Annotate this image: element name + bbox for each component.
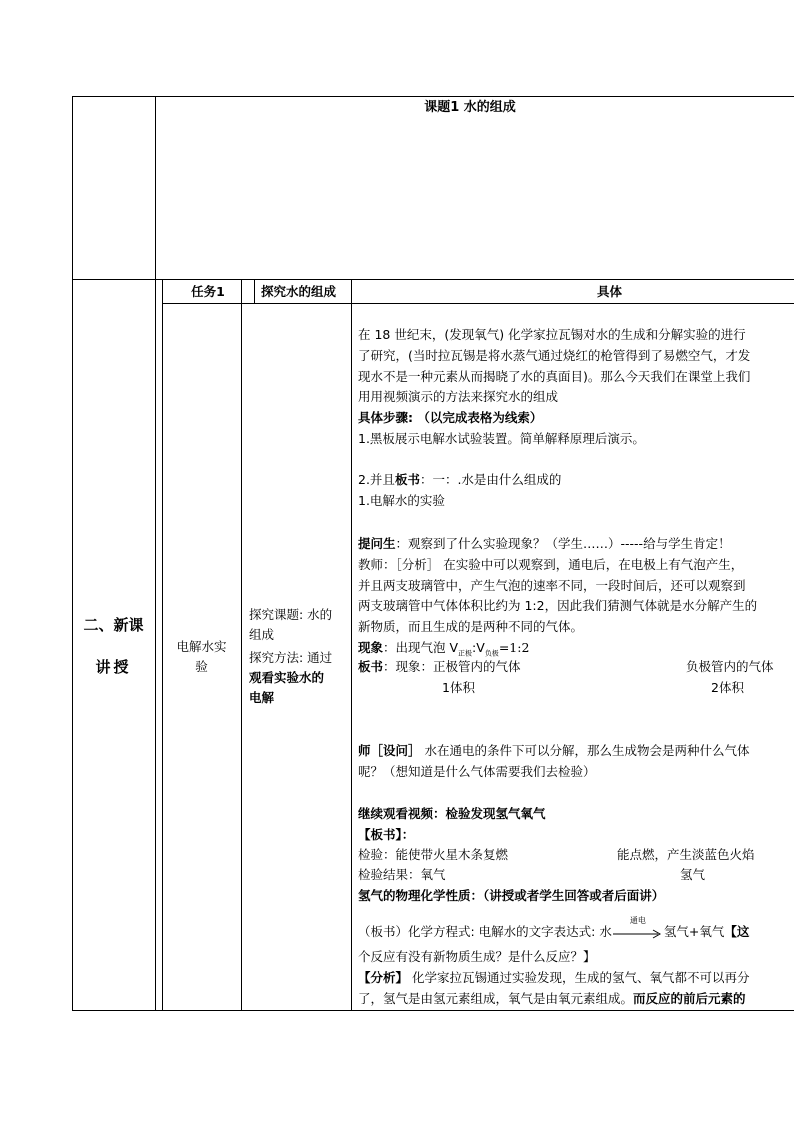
test-right: 能点燃，产生淡蓝色火焰 bbox=[617, 847, 755, 862]
colon-v: :V bbox=[472, 640, 485, 655]
analysis2-line bbox=[358, 968, 750, 988]
experiment-column-border bbox=[241, 279, 242, 1011]
board-line bbox=[358, 657, 521, 677]
step2-rest: ：一：.水是由什么组成的 bbox=[419, 472, 562, 487]
steps-label: 具体步骤: （以完成表格为线索） bbox=[358, 410, 543, 425]
question-line1 bbox=[358, 741, 750, 761]
equation-prefix: （板书）化学方程式: 电解水的文字表达式: 水 bbox=[358, 924, 612, 939]
topic-line1: 探究课题: 水的 bbox=[249, 607, 333, 622]
header-topic: 探究水的组成 bbox=[261, 284, 337, 299]
analysis2-rest: 化学家拉瓦锡通过实验发现，生成的氢气、氧气都不可以再分 bbox=[408, 970, 750, 985]
last-line-bold: 而反应的前后元素的 bbox=[633, 991, 746, 1006]
step2-sub: 1.电解水的实验 bbox=[358, 493, 445, 508]
table-top-border bbox=[72, 96, 794, 97]
last-line bbox=[358, 989, 746, 1009]
intro-line1: 在 18 世纪末，(发现氧气) 化学家拉瓦锡对水的生成和分解实验的进行 bbox=[358, 327, 746, 342]
equation-tail: 【这 bbox=[724, 924, 750, 939]
method-bold-line2: 电解 bbox=[249, 690, 275, 705]
result-right: 氢气 bbox=[680, 867, 706, 882]
volume-2: 2体积 bbox=[711, 680, 744, 695]
experiment-label-line2: 验 bbox=[195, 659, 208, 674]
ask-bold: 提问生 bbox=[358, 536, 396, 551]
section-column-border bbox=[155, 96, 156, 1011]
step2 bbox=[358, 470, 561, 490]
header-task: 任务1 bbox=[191, 284, 225, 299]
table-left-border bbox=[72, 96, 73, 1011]
table-bottom-border bbox=[72, 1010, 794, 1011]
analysis2-bold: 【分析】 bbox=[358, 970, 409, 985]
arrow-label: 通电 bbox=[629, 915, 646, 925]
equation-line bbox=[358, 915, 750, 942]
step2-prefix: 2.并且 bbox=[358, 472, 395, 487]
board-rest: ：现象：正极管内的气体 bbox=[383, 659, 521, 674]
board-right: 负极管内的气体 bbox=[686, 659, 774, 674]
header-detail: 具体 bbox=[597, 284, 623, 299]
volume-1: 1体积 bbox=[442, 680, 475, 695]
phenomenon-bold: 现象 bbox=[358, 640, 384, 655]
method-line1: 探究方法: 通过 bbox=[249, 650, 333, 665]
topic-column-border-upper bbox=[254, 279, 255, 303]
step2-board: 板书 bbox=[394, 472, 420, 487]
phenomenon-rest: ：出现气泡 V bbox=[383, 640, 459, 655]
page-title: 课题1 水的组成 bbox=[424, 100, 516, 115]
section-label-line1: 二、新课 bbox=[83, 616, 144, 634]
question-rest: 水在通电的条件下可以分解，那么生成物会是两种什么气体 bbox=[420, 743, 750, 758]
ask-rest: ：观察到了什么实验现象？（学生……）-----给与学生肯定！ bbox=[395, 536, 731, 551]
board2-label: 【板书】： bbox=[358, 827, 415, 842]
intro-line2: 了研究，(当时拉瓦锡是将水蒸气通过烧红的枪管得到了易燃空气，才发 bbox=[358, 348, 751, 363]
ask-line bbox=[358, 534, 731, 554]
topic-column-border bbox=[351, 279, 352, 1011]
subscript-positive: 正极 bbox=[458, 649, 473, 658]
section-label-line2: 讲授 bbox=[95, 658, 132, 676]
intro-line4: 用用视频演示的方法来探究水的组成 bbox=[358, 389, 559, 404]
video-line: 继续观看视频：检验发现氢气氧气 bbox=[358, 806, 546, 821]
title-row-bottom-border bbox=[72, 279, 794, 280]
header-row-bottom-border bbox=[162, 303, 794, 304]
board-bold: 板书 bbox=[358, 659, 384, 674]
volume-ratio: =1:2 bbox=[498, 640, 530, 655]
subscript-negative: 负极 bbox=[484, 649, 499, 658]
analysis-line4: 新物质，而且生成的是两种不同的气体。 bbox=[358, 619, 584, 634]
reaction-question: 个反应有没有新物质生成？是什么反应？】 bbox=[358, 949, 596, 964]
intro-line3: 现水不是一种元素从而揭晓了水的真面目)。那么今天我们在课堂上我们 bbox=[358, 369, 751, 384]
analysis-line2: 并且两支玻璃管中，产生气泡的速率不同，一段时间后，还可以观察到 bbox=[358, 578, 746, 593]
question-bold: 师［设问］ bbox=[358, 743, 421, 758]
reaction-arrow bbox=[612, 915, 664, 940]
experiment-label-line1: 电解水实 bbox=[176, 639, 227, 654]
topic-line2: 组成 bbox=[249, 627, 275, 642]
method-bold-line1: 观看实验水的 bbox=[249, 670, 325, 685]
step1: 1.黑板展示电解水试验装置。简单解释原理后演示。 bbox=[358, 431, 645, 446]
equation-suffix: 氢气+氧气 bbox=[663, 924, 725, 939]
analysis-line1: 教师：［分析］ 在实验中可以观察到，通电后，在电极上有气泡产生， bbox=[358, 557, 744, 572]
result-left: 检验结果：氧气 bbox=[358, 867, 446, 882]
question-line2: 呢？（想知道是什么气体需要我们去检验） bbox=[358, 764, 596, 779]
arrow-icon bbox=[612, 929, 664, 939]
last-line-prefix: 了，氢气是由氢元素组成，氧气是由氧元素组成。 bbox=[358, 991, 634, 1006]
analysis-line3: 两支玻璃管中气体体积比约为 1:2，因此我们猜测气体就是水分解产生的 bbox=[358, 598, 758, 613]
properties-line: 氢气的物理化学性质：（讲授或者学生回答或者后面讲） bbox=[358, 888, 665, 903]
test-left: 检验：能使带火星木条复燃 bbox=[358, 847, 509, 862]
